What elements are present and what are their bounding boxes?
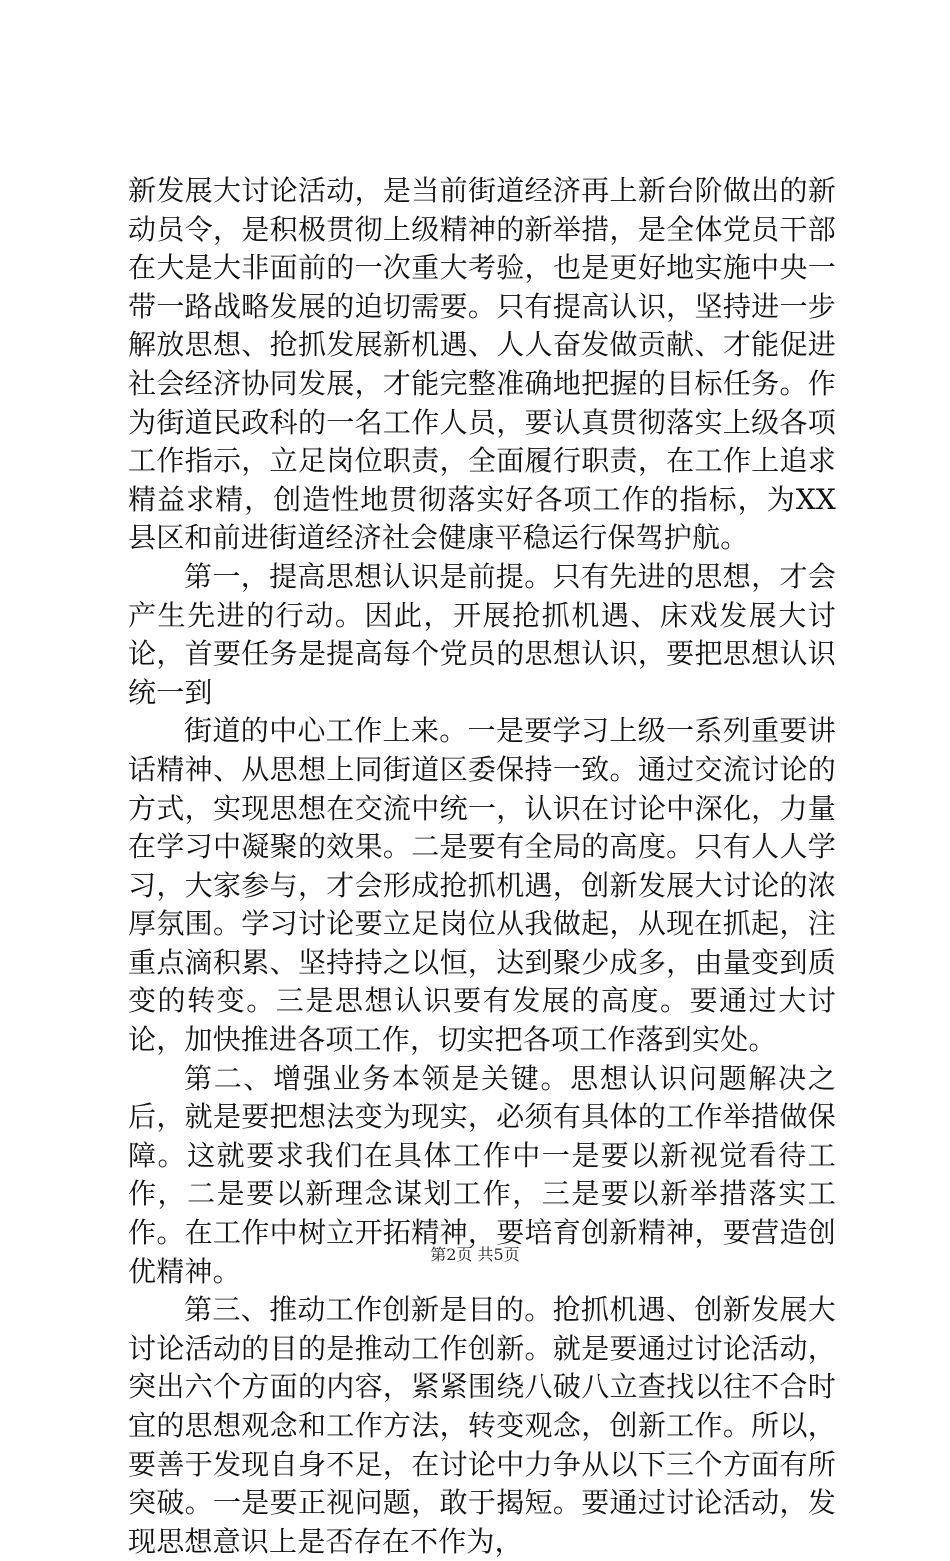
- paragraph-point-one-continued: 街道的中心工作上来。一是要学习上级一系列重要讲话精神、从思想上同街道区委保持一致。通过交流讨论的方式，实现思想在交流中统一，认识在讨论中深化，力量在学习中凝聚的效果。二是要有全局的高度。只有人人学习，大家参与，才会形成抢抓机遇，创新发展大讨论的浓厚氛围。学习讨论要立足岗位从我做起，从现在抓起，注重点滴积累、坚持持之以恒，达到聚少成多，由量变到质变的转变。三是思想认识要有发展的高度。要通过大讨论，加快推进各项工作，切实把各项工作落到实处。: [128, 714, 836, 1057]
- page-footer: 第2页 共5页: [430, 1245, 520, 1264]
- document-body: [128, 172, 836, 1561]
- paragraph-point-one: 第一，提高思想认识是前提。只有先进的思想，才会产生先进的行动。因此，开展抢抓机遇、床戏发展大讨论，首要任务是提高每个党员的思想认识，要把思想认识统一到: [128, 559, 836, 709]
- paragraph-point-three: 第三、推动工作创新是目的。抢抓机遇、创新发展大讨论活动的目的是推动工作创新。就是要通过讨论活动，突出六个方面的内容，紧紧围绕八破八立查找以往不合时宜的思想观念和工作方法，转变观念，创新工作。所以，要善于发现自身不足，在讨论中力争从以下三个方面有所突破。一是要正视问题，敢于揭短。要通过讨论活动，发现思想意识上是否存在不作为，: [128, 1293, 836, 1558]
- paragraph-point-two: 第二、增强业务本领是关键。思想认识问题解决之后，就是要把想法变为现实，必须有具体的工作举措做保障。这就要求我们在具体工作中一是要以新视觉看待工作，二是要以新理念谋划工作，三是要以新举措落实工作。在工作中树立开拓精神，要培育创新精神，要营造创优精神。: [128, 1061, 836, 1288]
- paragraph-intro: 新发展大讨论活动，是当前街道经济再上新台阶做出的新动员令，是积极贯彻上级精神的新举措，是全体党员干部在大是大非面前的一次重大考验，也是更好地实施中央一带一路战略发展的迫切需要。只有提高认识，坚持进一步解放思想、抢抓发展新机遇、人人奋发做贡献、才能促进社会经济协同发展，才能完整准确地把握的目标任务。作为街道民政科的一名工作人员，要认真贯彻落实上级各项工作指示，立足岗位职责，全面履行职责，在工作上追求精益求精，创造性地贯彻落实好各项工作的指标，为XX县区和前进街道经济社会健康平稳运行保驾护航。: [128, 174, 836, 555]
